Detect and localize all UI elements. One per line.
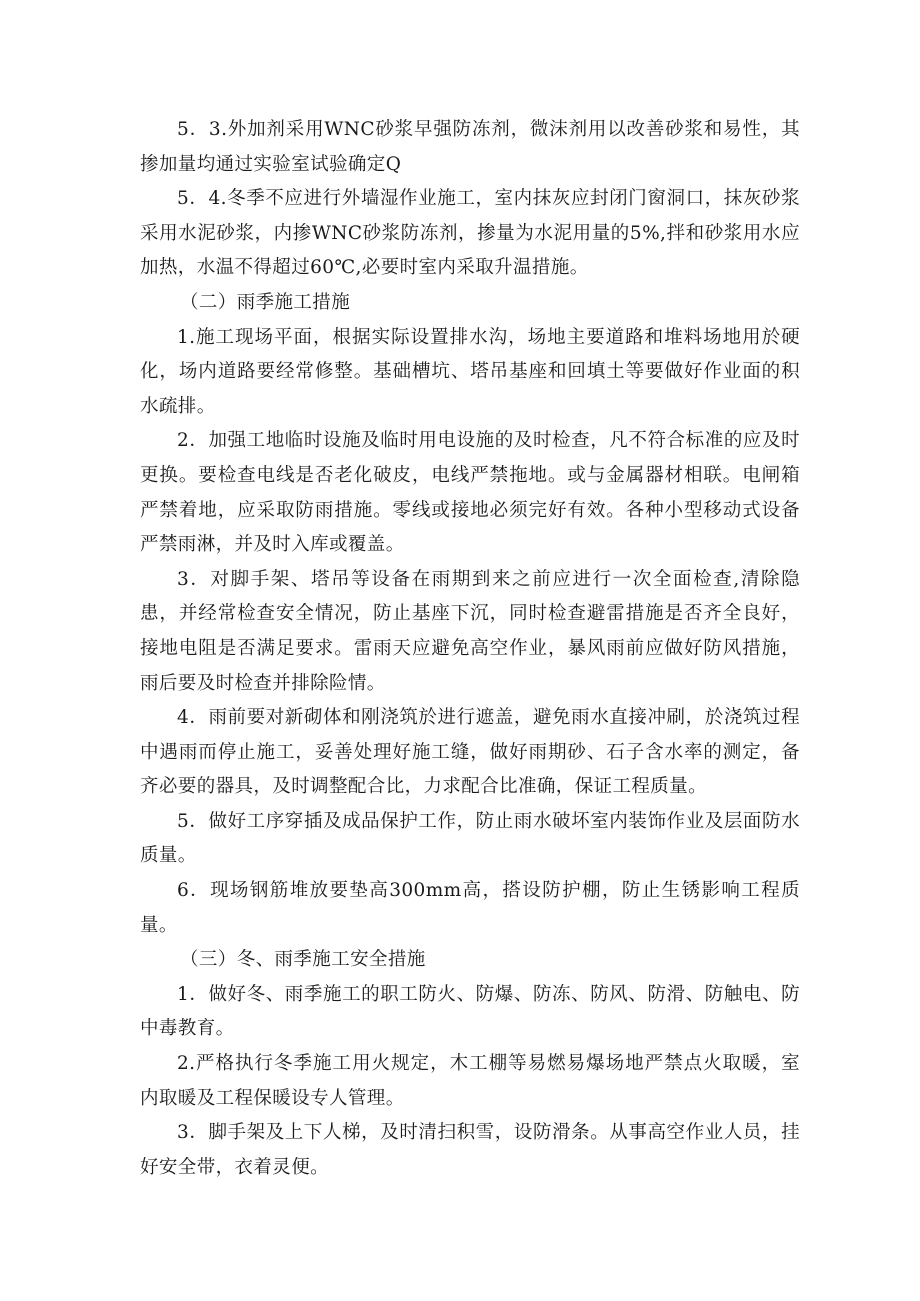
paragraph-rain-4: 4．雨前要对新砌体和刚浇筑於进行遮盖，避免雨水直接冲刷，於浇筑过程中遇雨而停止施工，妥善处理好施工缝，做好雨期砂、石子含水率的测定，备齐必要的器具，及时调整配合比，力求配合比准确，保证工程质量。 [140,707,800,798]
paragraph-rain-2: 2．加强工地临时设施及临时用电设施的及时检查，凡不符合标准的应及时更换。要检查电线是否老化破皮，电线严禁拖地。或与金属器材相联。电闸箱严禁着地，应采取防雨措施。零线或接地必须完好有效。各种小型移动式设备严禁雨淋，并及时入库或覆盖。 [140,430,800,556]
section-heading-rainy-season: （二）雨季施工措施 [180,291,351,313]
paragraph-safety-2: 2.严格执行冬季施工用火规定，木工棚等易燃易爆场地严禁点火取暖，室内取暖及工程保暖设专人管理。 [140,1053,800,1109]
paragraph-safety-1: 1．做好冬、雨季施工的职工防火、防爆、防冻、防风、防滑、防触电、防中毒教育。 [140,983,800,1040]
paragraph-rain-5: 5．做好工序穿插及成品保护工作，防止雨水破坏室内装饰作业及层面防水质量。 [140,810,800,867]
paragraph-safety-3: 3．脚手架及上下人梯，及时清扫积雪，设防滑条。从事高空作业人员，挂好安全带，衣着灵便。 [140,1122,800,1178]
paragraph-rain-1: 1.施工现场平面，根据实际设置排水沟，场地主要道路和堆料场地用於硬化，场内道路要经常修整。基础槽坑、塔吊基座和回填土等要做好作业面的积水疏排。 [140,326,800,417]
paragraph-5-4: 5．4.冬季不应进行外墙湿作业施工，室内抹灰应封闭门窗洞口，抹灰砂浆采用水泥砂浆，内掺WNC砂浆防冻剂，掺量为水泥用量的5%,拌和砂浆用水应加热，水温不得超过60℃,必要时室内采取升温措施。 [140,188,800,279]
section-heading-safety: （三）冬、雨季施工安全措施 [180,949,426,971]
paragraph-rain-6: 6．现场钢筋堆放要垫高300mm高，搭设防护棚，防止生锈影响工程质量。 [140,880,800,936]
paragraph-5-3: 5．3.外加剂采用WNC砂浆早强防冻剂，微沫剂用以改善砂浆和易性，其掺加量均通过实验室试验确定Q [140,119,800,175]
paragraph-rain-3: 3．对脚手架、塔吊等设备在雨期到来之前应进行一次全面检查,清除隐患，并经常检查安全情况，防止基座下沉，同时检查避雷措施是否齐全良好，接地电阻是否满足要求。雷雨天应避免高空作业，暴风雨前应做好防风措施，雨后要及时检查并排除险情。 [140,568,800,694]
